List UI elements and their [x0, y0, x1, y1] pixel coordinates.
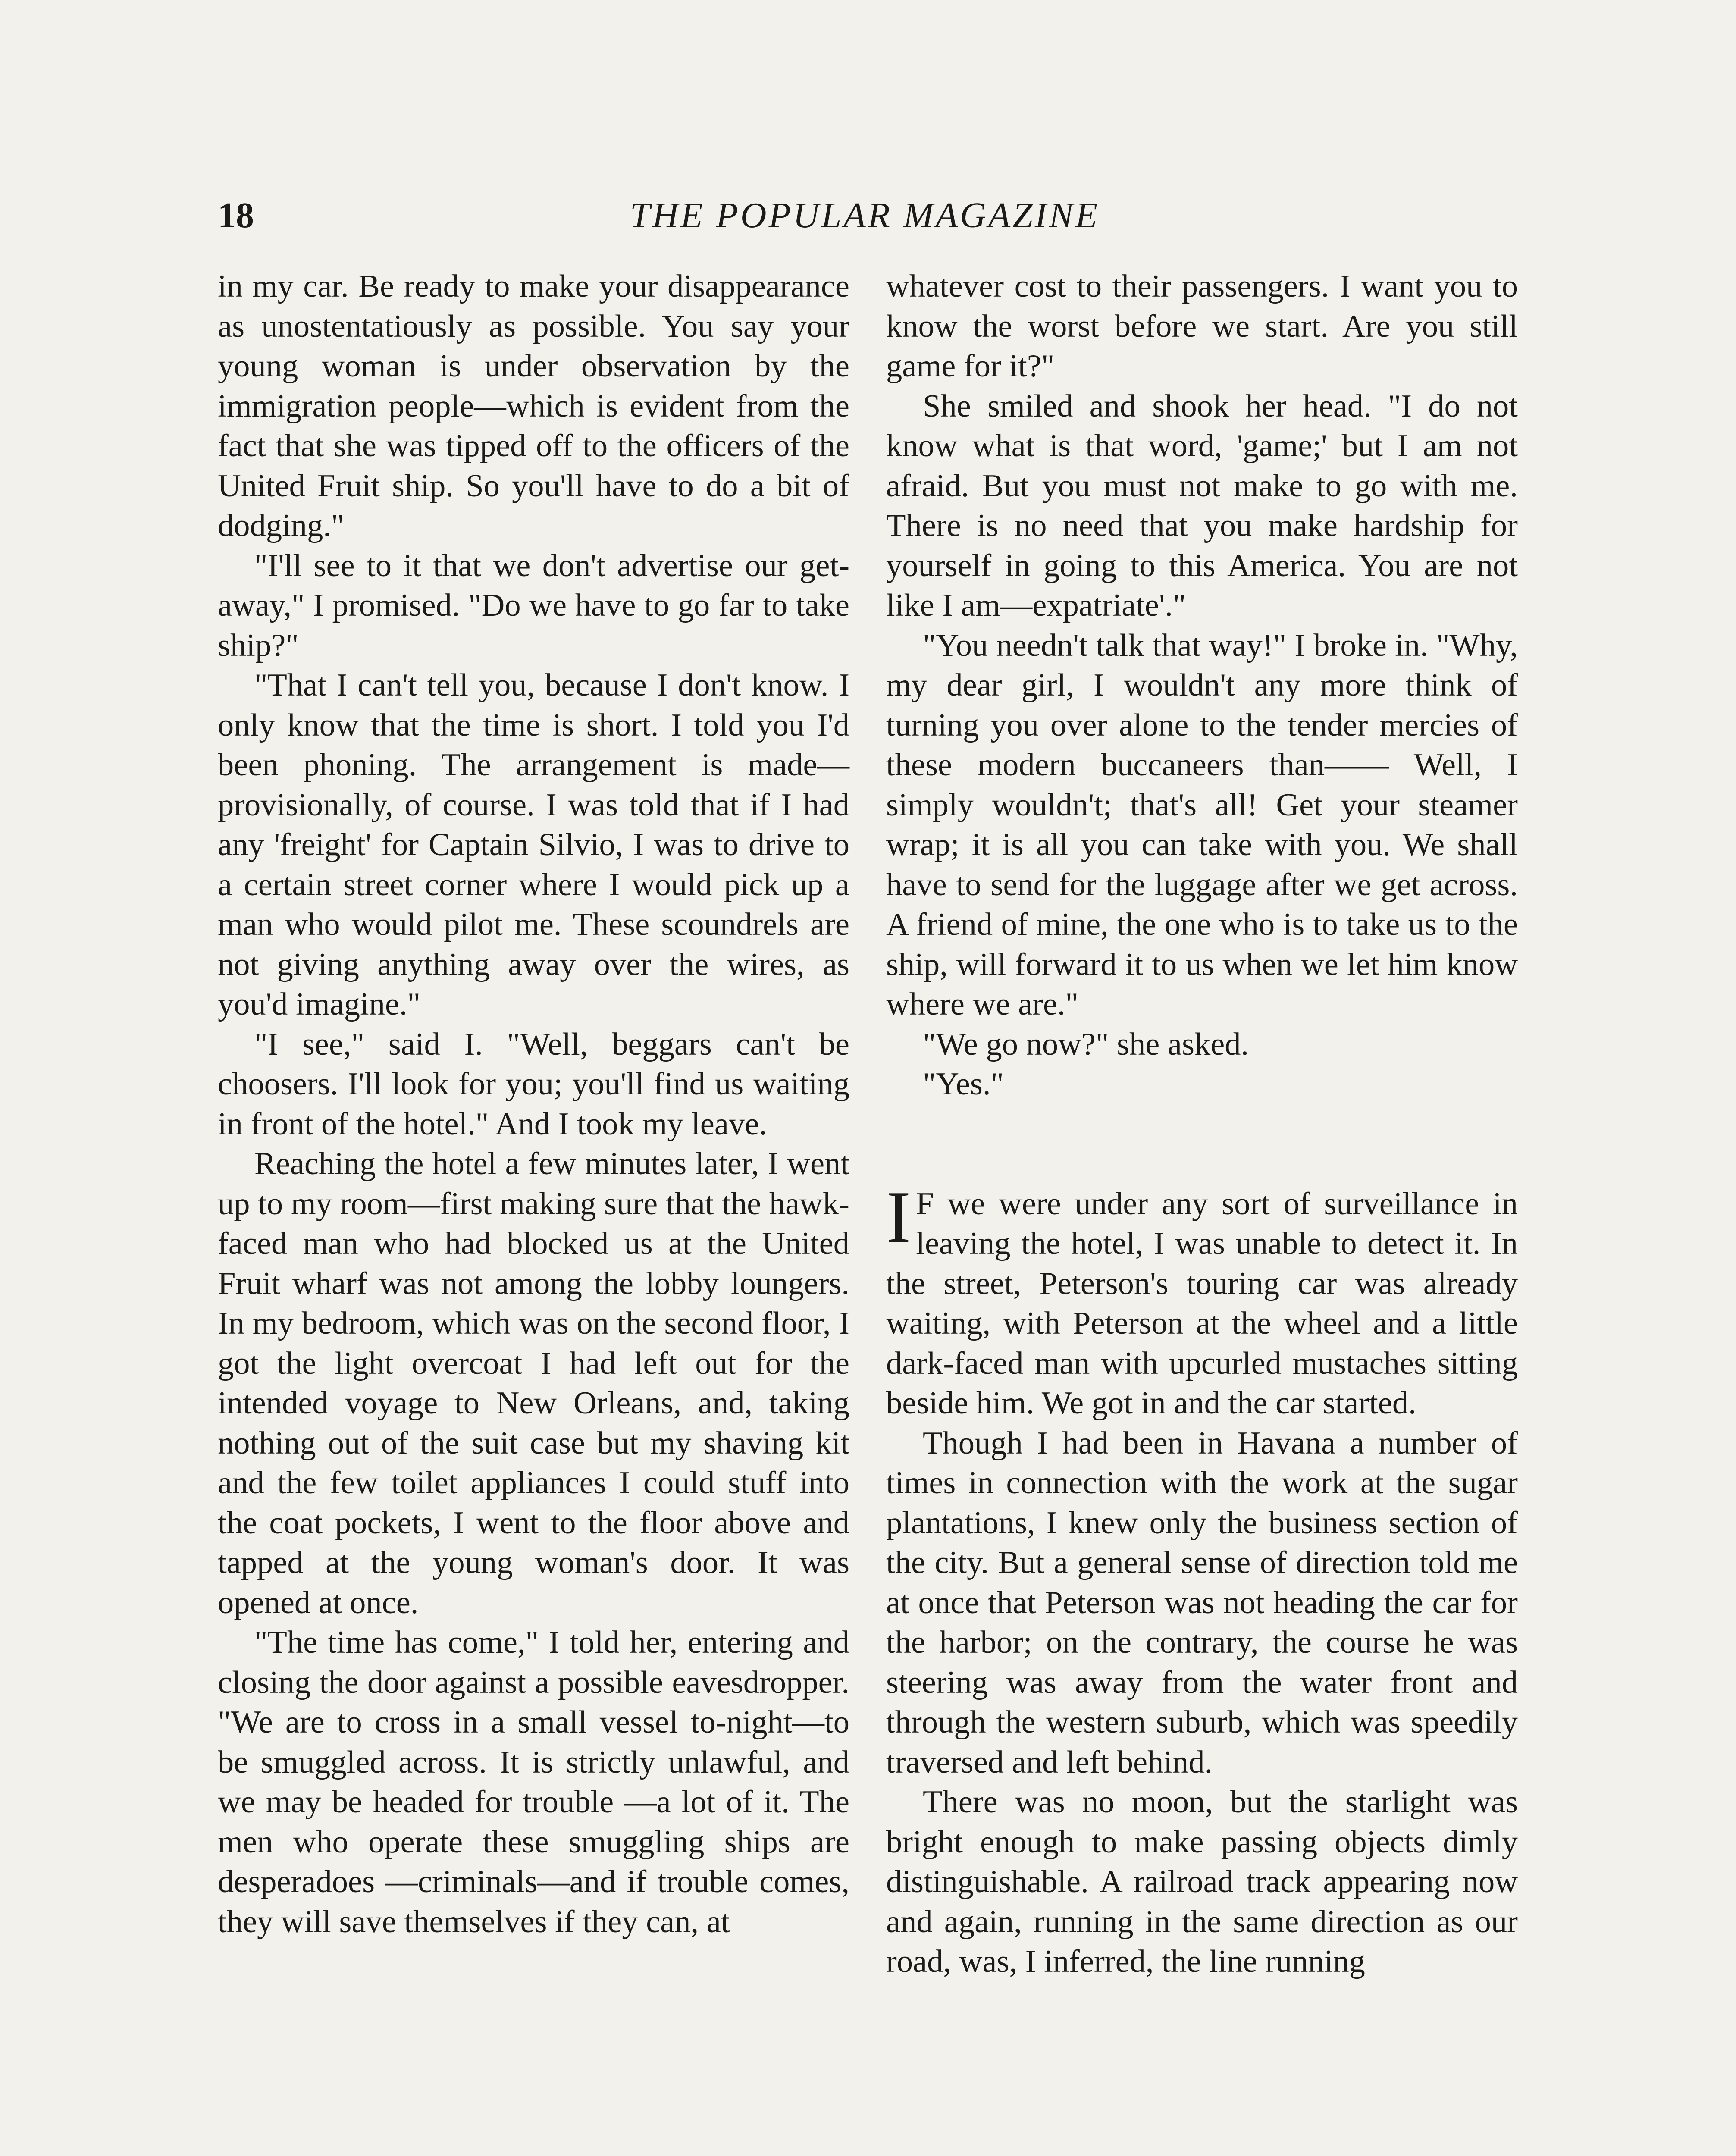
paragraph: She smiled and shook her head. "I do not know what is that word, 'game;' but I am not afraid. But you must not make to go with me. There is no need that you make hardship for yourself in going to this America. You are not like I am—expatriate'.": [886, 388, 1518, 623]
paragraph: "You needn't talk that way!" I broke in. "Why, my dear girl, I wouldn't any more think of turning you over alone to the tender mercies of these modern buccaneers than—— Well, I simply wouldn't; that's all! Get your steamer wrap; it is all you can take with you. We shall have to send for the luggage after we get across. A friend of mine, the one who is to take us to the ship, will forward it to us when we let him know where we are.": [886, 627, 1518, 1022]
paragraph: "Yes.": [923, 1066, 1004, 1102]
paragraph: "I'll see to it that we don't advertise our get-away," I promised. "Do we have to go far to take ship?": [218, 548, 849, 663]
paragraph: Reaching the hotel a few minutes later, I went up to my room—first making sure that the hawk-faced man who had blocked us at the United Fruit wharf was not among the lobby loungers. In my bedroom, which was on the second floor, I got the light overcoat I had left out for the intended voyage to New Orleans, and, taking nothing out of the suit case but my shaving kit and the few toilet appliances I could stuff into the coat pockets, I went to the floor above and tapped at the young woman's door. It was opened at once.: [218, 1146, 849, 1620]
paragraph: in my car. Be ready to make your disappearance as unostentatiously as possible. You say your young woman is under observation by the immigration people—which is evident from the fact that she was tipped off to the officers of the United Fruit ship. So you'll have to do a bit of dodging.": [218, 269, 849, 543]
paragraph: Though I had been in Havana a number of times in connection with the work at the sugar plantations, I knew only the business section of the city. But a general sense of direction told me at once that Peterson was not heading the car for the harbor; on the contrary, the course he was steering was away from the water front and through the western suburb, which was speedily traversed and left behind.: [886, 1425, 1518, 1780]
section-opening-text: F we were under any sort of surveillance in leaving the hotel, I was unable to detect it. In the street, Peterson's touring car was already waiting, with Peterson at the wheel and a little dark-faced man with upcurled mustaches sitting beside him. We got in and the car started.: [886, 1186, 1518, 1421]
section-opening-paragraph: [886, 1176, 1518, 1423]
paragraph: "That I can't tell you, because I don't know. I only know that the time is short. I told you I'd been phoning. The arrangement is made—provisionally, of course. I was told that if I had any 'freight' for Captain Silvio, I was to drive to a certain street corner where I would pick up a man who would pilot me. These scoundrels are not giving anything away over the wires, as you'd imagine.": [218, 667, 849, 1022]
paragraph: "The time has come," I told her, entering and closing the door against a possible eavesdropper. "We are to cross in a small vessel to-night—to be smuggled across. It is strictly unlawful, and we may be headed for trouble —a lot of it. The men who operate these smuggling ships are desperadoes —criminals—and if trouble comes, they will save themselves if they can, at: [218, 1625, 849, 1940]
paragraph: There was no moon, but the starlight was bright enough to make passing objects dimly distinguishable. A railroad track appearing now and again, running in the same direction as our road, was, I inferred, the line running: [886, 1784, 1518, 1979]
paragraph: whatever cost to their passengers. I want you to know the worst before we start. Are you still game for it?": [886, 269, 1518, 384]
page-number: 18: [218, 195, 254, 235]
drop-cap: I: [886, 1176, 911, 1258]
left-column: [218, 266, 849, 1942]
section-break: [886, 1104, 1518, 1184]
running-head: THE POPULAR MAGAZINE: [630, 195, 1100, 235]
right-column: [886, 266, 1518, 1982]
paragraph: "We go now?" she asked.: [923, 1026, 1249, 1062]
paragraph: "I see," said I. "Well, beggars can't be choosers. I'll look for you; you'll find us waiting in front of the hotel." And I took my leave.: [218, 1026, 849, 1142]
page-header: [218, 190, 1512, 241]
